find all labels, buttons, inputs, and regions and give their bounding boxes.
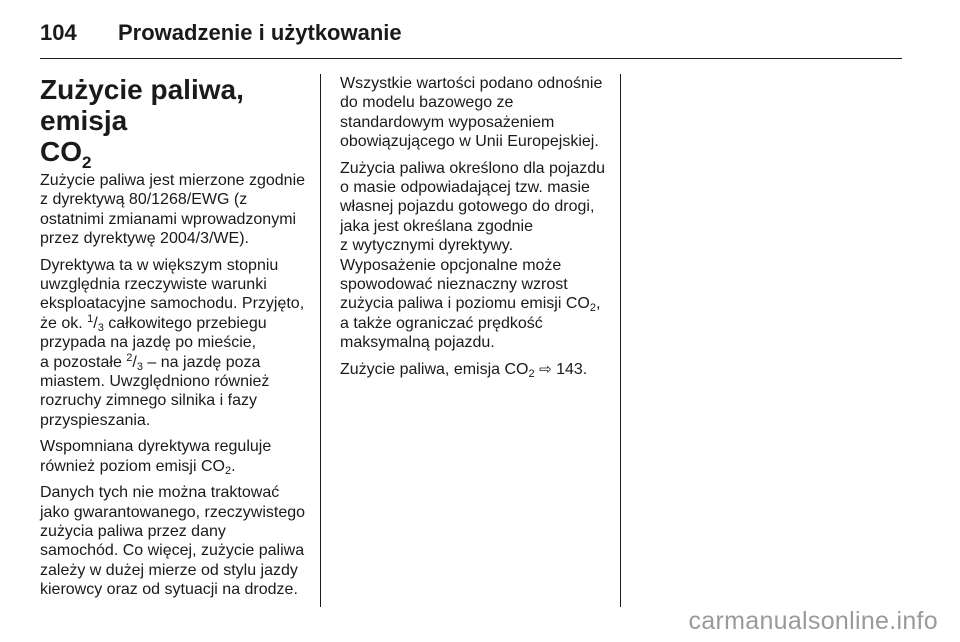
column-divider bbox=[620, 74, 621, 607]
text-column-2 bbox=[340, 74, 608, 386]
paragraph: Wspomniana dyrektywa reguluje również poziom emisji $CO_2$. bbox=[40, 438, 272, 477]
page-header bbox=[40, 8, 900, 52]
section-title: Zużycie paliwa, emisja $CO_2$ bbox=[40, 74, 244, 172]
cross-reference-link[interactable]: Zużycie paliwa, emisja $CO_2$ ⇨ 143. bbox=[340, 360, 588, 380]
text-column-1 bbox=[40, 74, 308, 607]
column-divider bbox=[320, 74, 321, 607]
page-reference-number[interactable]: 143. bbox=[556, 360, 588, 378]
paragraph: Zużycie paliwa jest mierzone zgodnie z dyrektywą 80/1268/EWG (z ostatnimi zmianami wprowadzonymi przez dyrektywę 2004/3/WE). bbox=[40, 172, 306, 248]
paragraph: Dyrektywa ta w większym stopniu uwzględnia rzeczywiste warunki eksploatacyjne samochodu. Przyjęto, że ok. $^1/_3$ całkowitego przebiegu przypada na jazdę po mieście, a pozostałe $^2/_3$ – na jazdę poza miastem. Uwzględniono również rozruchy zimnego silnika i fazy przyspieszania. bbox=[40, 256, 305, 429]
paragraph: Danych tych nie można traktować jako gwarantowanego, rzeczywistego zużycia paliwa przez dany samochód. Co więcej, zużycie paliwa zależy w dużej mierze od stylu jazdy kierowcy oraz od sytuacji na drodze. bbox=[40, 484, 306, 599]
header-rule bbox=[40, 58, 902, 59]
page-number: 104 bbox=[40, 20, 77, 45]
paragraph: Wszystkie wartości podano odnośnie do modelu bazowego ze standardowym wyposażeniem obowiązującego w Unii Europejskiej. bbox=[340, 75, 603, 151]
page-reference-arrow-icon: ⇨ bbox=[539, 360, 552, 378]
paragraph: Zużycia paliwa określono dla pojazdu o masie odpowiadającej tzw. masie własnej pojazdu gotowego do drogi, jaka jest określana zgodnie z wytycznymi dyrektywy. Wyposażenie opcjonalne może spowodować nieznaczny wzrost zużycia paliwa i poziomu emisji $CO_2$, a także ograniczać prędkość maksymalną pojazdu. bbox=[340, 159, 606, 352]
watermark: carmanualsonline.info bbox=[688, 607, 938, 635]
chapter-title: Prowadzenie i użytkowanie bbox=[118, 20, 402, 45]
